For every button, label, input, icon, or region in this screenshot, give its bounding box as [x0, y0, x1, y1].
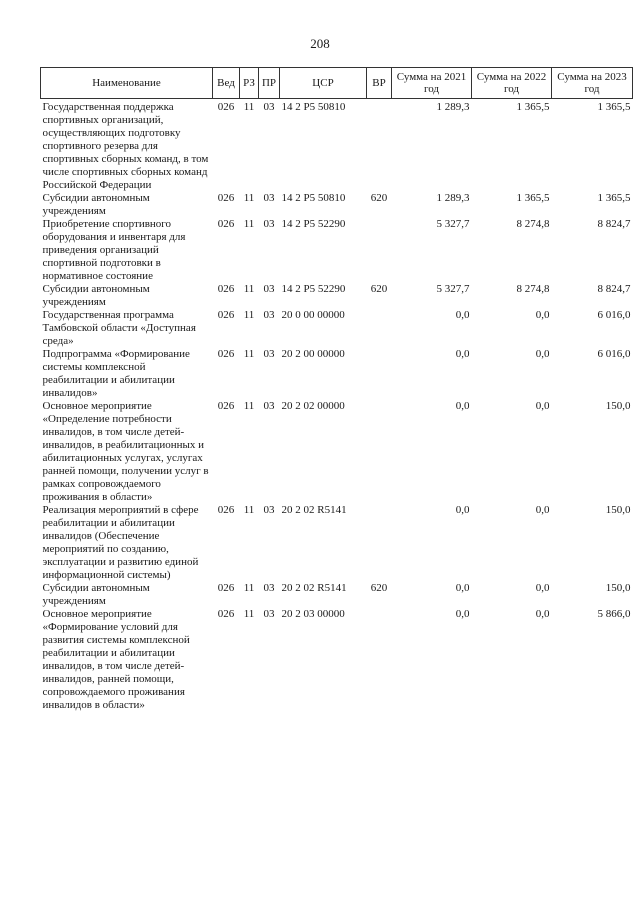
cell-sum-2021: 0,0 — [455, 400, 470, 412]
cell-sum-2021: 0,0 — [455, 504, 470, 516]
table-header-row — [41, 68, 633, 99]
cell-vr — [367, 608, 392, 712]
cell-sum-2023: 150,0 — [605, 504, 631, 516]
cell-sum-2022: 1 365,5 — [516, 101, 550, 113]
header-sum-2021: Сумма на 2021 год — [392, 68, 472, 99]
header-sum-2023: Сумма на 2023 год — [552, 68, 633, 99]
cell-sum-2023: 6 016,0 — [597, 309, 631, 321]
cell-sum-2021: 0,0 — [455, 348, 470, 360]
table-row — [41, 400, 633, 504]
cell-csr: 20 2 02 00000 — [281, 400, 345, 412]
cell-sum-2021: 5 327,7 — [436, 283, 470, 295]
cell-rz: 11 — [243, 309, 255, 321]
cell-name: Основное мероприятие «Определение потребности инвалидов, в том числе детей-инвалидов, в реабилитационных и абилитационных услугах, услугах ранней помощи, получении услуг в рамках сопровождаемого проживания в области» — [42, 400, 209, 503]
cell-rz: 11 — [243, 218, 255, 230]
cell-ved: 026 — [217, 218, 235, 230]
cell-ved: 026 — [217, 309, 235, 321]
page-number: 208 — [310, 36, 330, 51]
cell-sum-2022: 0,0 — [535, 309, 550, 321]
cell-sum-2022: 0,0 — [535, 582, 550, 594]
cell-name: Субсидии автономным учреждениям — [42, 283, 150, 308]
cell-sum-2023: 150,0 — [605, 400, 631, 412]
cell-csr: 20 2 02 R5141 — [281, 504, 347, 516]
cell-vr: 620 — [370, 582, 388, 594]
cell-name: Основное мероприятие «Формирование условий для развития системы комплексной реабилитации и абилитации инвалидов, в том числе детей-инвалидов, ранней помощи, сопровождаемого проживания инвалидов в области» — [42, 608, 190, 711]
cell-sum-2023: 8 824,7 — [597, 218, 631, 230]
cell-sum-2021: 1 289,3 — [436, 192, 470, 204]
table-body — [41, 99, 633, 713]
cell-csr: 20 2 00 00000 — [281, 348, 345, 360]
cell-pr: 03 — [263, 348, 275, 360]
cell-rz: 11 — [243, 504, 255, 516]
header-pr: ПР — [259, 68, 280, 99]
cell-ved: 026 — [217, 400, 235, 412]
cell-sum-2022: 0,0 — [535, 348, 550, 360]
cell-ved: 026 — [217, 348, 235, 360]
cell-sum-2023: 150,0 — [605, 582, 631, 594]
table-row — [41, 99, 633, 193]
cell-ved: 026 — [217, 283, 235, 295]
header-rz: РЗ — [240, 68, 259, 99]
table-row — [41, 218, 633, 283]
cell-vr — [367, 99, 392, 193]
header-csr: ЦСР — [280, 68, 367, 99]
cell-csr: 14 2 P5 52290 — [281, 283, 346, 295]
cell-name: Субсидии автономным учреждениям — [42, 192, 150, 217]
cell-pr: 03 — [263, 218, 275, 230]
cell-sum-2022: 8 274,8 — [516, 283, 550, 295]
cell-sum-2021: 1 289,3 — [436, 101, 470, 113]
cell-ved: 026 — [217, 608, 235, 620]
cell-vr: 620 — [370, 283, 388, 295]
cell-sum-2022: 0,0 — [535, 608, 550, 620]
cell-pr: 03 — [263, 608, 275, 620]
cell-name: Приобретение спортивного оборудования и инвентаря для приведения организаций спортивной подготовки в нормативное состояние — [42, 218, 186, 282]
cell-csr: 20 2 02 R5141 — [281, 582, 347, 594]
cell-csr: 20 0 00 00000 — [281, 309, 345, 321]
cell-csr: 14 2 P5 50810 — [281, 101, 346, 113]
cell-name: Государственная программа Тамбовской области «Доступная среда» — [42, 309, 196, 347]
cell-name: Субсидии автономным учреждениям — [42, 582, 150, 607]
cell-ved: 026 — [217, 582, 235, 594]
cell-pr: 03 — [263, 101, 275, 113]
cell-ved: 026 — [217, 504, 235, 516]
cell-pr: 03 — [263, 504, 275, 516]
cell-vr — [367, 218, 392, 283]
cell-vr — [367, 348, 392, 400]
cell-sum-2021: 5 327,7 — [436, 218, 470, 230]
cell-sum-2023: 5 866,0 — [597, 608, 631, 620]
cell-sum-2021: 0,0 — [455, 582, 470, 594]
cell-rz: 11 — [243, 348, 255, 360]
cell-sum-2022: 1 365,5 — [516, 192, 550, 204]
table-row — [41, 283, 633, 309]
cell-name: Подпрограмма «Формирование системы комплексной реабилитации и абилитации инвалидов» — [42, 348, 190, 399]
cell-ved: 026 — [217, 101, 235, 113]
header-ved: Вед — [213, 68, 240, 99]
cell-vr — [367, 309, 392, 348]
cell-pr: 03 — [263, 400, 275, 412]
cell-csr: 20 2 03 00000 — [281, 608, 345, 620]
table-row — [41, 348, 633, 400]
cell-rz: 11 — [243, 582, 255, 594]
table-row — [41, 192, 633, 218]
cell-rz: 11 — [243, 608, 255, 620]
cell-sum-2022: 0,0 — [535, 400, 550, 412]
cell-sum-2023: 6 016,0 — [597, 348, 631, 360]
header-name: Наименование — [41, 68, 213, 99]
cell-pr: 03 — [263, 283, 275, 295]
cell-sum-2023: 8 824,7 — [597, 283, 631, 295]
cell-csr: 14 2 P5 50810 — [281, 192, 346, 204]
cell-vr: 620 — [370, 192, 388, 204]
budget-table — [40, 67, 633, 712]
cell-vr — [367, 504, 392, 582]
cell-name: Государственная поддержка спортивных организаций, осуществляющих подготовку спортивного резерва для спортивных сборных команд, в том числе спортивных сборных команд Российской Федерации — [42, 101, 209, 191]
cell-ved: 026 — [217, 192, 235, 204]
cell-pr: 03 — [263, 309, 275, 321]
cell-sum-2022: 0,0 — [535, 504, 550, 516]
cell-name: Реализация мероприятий в сфере реабилитации и абилитации инвалидов (Обеспечение мероприятий по созданию, эксплуатации и развитию единой информационной системы) — [42, 504, 199, 581]
cell-sum-2022: 8 274,8 — [516, 218, 550, 230]
cell-rz: 11 — [243, 101, 255, 113]
cell-pr: 03 — [263, 192, 275, 204]
table-row — [41, 608, 633, 712]
cell-rz: 11 — [243, 192, 255, 204]
cell-rz: 11 — [243, 283, 255, 295]
cell-rz: 11 — [243, 400, 255, 412]
cell-vr — [367, 400, 392, 504]
cell-sum-2023: 1 365,5 — [597, 192, 631, 204]
table-row — [41, 309, 633, 348]
cell-sum-2021: 0,0 — [455, 608, 470, 620]
cell-sum-2021: 0,0 — [455, 309, 470, 321]
cell-csr: 14 2 P5 52290 — [281, 218, 346, 230]
table-row — [41, 582, 633, 608]
cell-pr: 03 — [263, 582, 275, 594]
header-sum-2022: Сумма на 2022 год — [472, 68, 552, 99]
header-vr: ВР — [367, 68, 392, 99]
cell-sum-2023: 1 365,5 — [597, 101, 631, 113]
table-row — [41, 504, 633, 582]
